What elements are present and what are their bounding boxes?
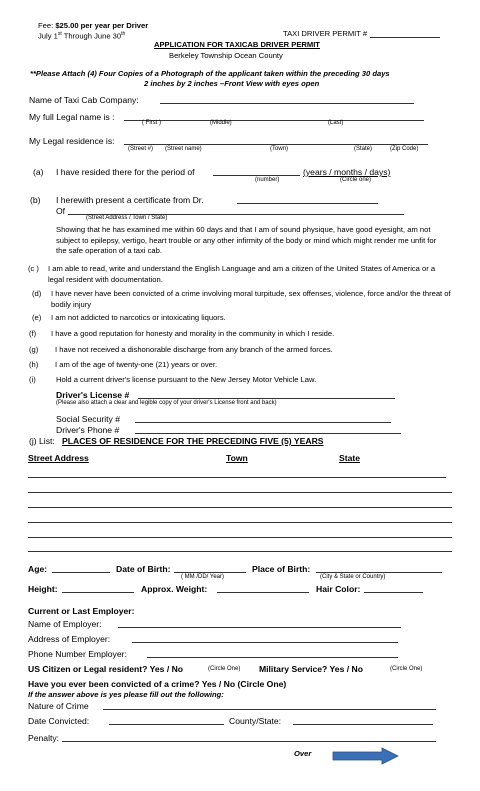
- col-town: Town: [226, 453, 248, 463]
- name-first-hint: ( First ): [142, 120, 161, 126]
- license-label: Driver's License #: [56, 390, 130, 400]
- penalty-field[interactable]: [62, 741, 436, 742]
- weight-label: Approx. Weight:: [141, 584, 208, 594]
- date-convicted-label: Date Convicted:: [28, 716, 90, 726]
- item-a-number-hint: (number): [255, 177, 280, 183]
- penalty-label: Penalty:: [28, 733, 60, 743]
- company-label: Name of Taxi Cab Company:: [29, 95, 139, 105]
- crime-note: If the answer above is yes please fill out the following:: [28, 690, 224, 699]
- residence-row-2[interactable]: [28, 492, 452, 493]
- item-h-text: I am of the age of twenty-one (21) years or over.: [55, 360, 218, 369]
- ssn-label: Social Security #: [56, 414, 121, 424]
- item-a-text: I have resided there for the period of: [56, 167, 195, 177]
- item-f-text: I have a good reputation for honesty and morality in the community in which I reside.: [51, 329, 335, 338]
- permit-number-field[interactable]: [370, 37, 440, 38]
- name-last-hint: (Last): [328, 120, 344, 126]
- col-street-address: Street Address: [28, 453, 89, 463]
- age-label: Age:: [28, 564, 48, 574]
- county-state-field[interactable]: [293, 724, 433, 725]
- age-field[interactable]: [52, 572, 110, 573]
- pob-label: Place of Birth:: [252, 564, 311, 574]
- hair-label: Hair Color:: [316, 584, 361, 594]
- fee-label: Fee:: [38, 21, 54, 30]
- permit-number-label: TAXI DRIVER PERMIT #: [283, 29, 368, 38]
- item-f-letter: (f): [29, 329, 37, 338]
- citizen-question[interactable]: US Citizen or Legal resident? Yes / No: [28, 664, 184, 674]
- employer-phone-label: Phone Number Employer:: [28, 649, 127, 659]
- fee-line: [38, 21, 148, 30]
- county-state-label: County/State:: [229, 716, 282, 726]
- item-h-letter: (h): [29, 360, 39, 369]
- item-b-letter: (b): [30, 195, 41, 205]
- item-c-text: I am able to read, write and understand the English Language and am a citizen of the United States of America or a legal resident with documentation.: [48, 264, 436, 284]
- photo-note-1: **Please Attach (4) Four Copies of a Photograph of the applicant taken within the preceding 30 days: [30, 69, 390, 78]
- license-field[interactable]: [138, 398, 395, 399]
- employer-name-field[interactable]: [118, 627, 401, 628]
- date-convicted-field[interactable]: [109, 724, 224, 725]
- dob-hint: ( MM /DD/ Year): [181, 574, 225, 580]
- name-middle-hint: (Middle): [210, 120, 232, 126]
- item-e-text: I am not addicted to narcotics or intoxicating liquors.: [51, 313, 226, 322]
- dob-field[interactable]: [174, 572, 246, 573]
- hair-field[interactable]: [364, 592, 423, 593]
- company-field[interactable]: [160, 103, 414, 104]
- pob-hint: (City & State or Country): [320, 574, 386, 580]
- doctor-name-field[interactable]: [237, 203, 378, 204]
- employer-address-field[interactable]: [132, 642, 398, 643]
- citizen-circle-hint: (Circle One): [208, 666, 241, 672]
- legal-name-label: My full Legal name is :: [29, 112, 115, 122]
- residence-list-label: (j) List:: [29, 436, 55, 446]
- residence-list-heading: PLACES OF RESIDENCE FOR THE PRECEDING FIVE (5) YEARS: [62, 436, 324, 446]
- item-a-units[interactable]: (years / months / days): [303, 167, 391, 177]
- photo-note-2: 2 inches by 2 inches –Front View with eyes open: [144, 79, 320, 88]
- employer-phone-field[interactable]: [147, 657, 398, 658]
- item-e-letter: (e): [32, 313, 42, 322]
- residence-field[interactable]: [124, 144, 428, 145]
- residence-label: My Legal residence is:: [29, 136, 115, 146]
- item-d-letter: (d): [32, 289, 42, 298]
- item-g-letter: (g): [29, 345, 39, 354]
- item-b-body: Showing that he has examined me within 60 days and that I am of sound physique, have good eyesight, am not subject to epilepsy, vertigo, heart trouble or any other infirmity of the body or mind which might render me unfit for the safe operation of a taxi cab.: [56, 225, 437, 255]
- residence-period-field[interactable]: [213, 175, 300, 176]
- form-title: APPLICATION FOR TAXICAB DRIVER PERMIT: [154, 40, 320, 49]
- doctor-address-hint: (Street Address / Town / State): [86, 215, 168, 221]
- residence-row-3[interactable]: [28, 507, 452, 508]
- arrow-right-icon: [332, 747, 400, 765]
- item-a-circle-hint: (Circle one): [340, 177, 372, 183]
- employer-name-label: Name of Employer:: [28, 619, 102, 629]
- dob-label: Date of Birth:: [116, 564, 171, 574]
- nature-of-crime-field[interactable]: [103, 709, 436, 710]
- driver-phone-field[interactable]: [135, 433, 401, 434]
- crime-question[interactable]: Have you ever been convicted of a crime? Yes / No (Circle One): [28, 679, 287, 689]
- form-subtitle: Berkeley Township Ocean County: [169, 51, 283, 60]
- res-zip-hint: (Zip Code): [390, 146, 419, 152]
- item-a-letter: (a): [33, 167, 44, 177]
- employer-heading: Current or Last Employer:: [28, 606, 135, 616]
- license-hint: (Please also attach a clear and legible copy of your driver's License front and back): [56, 400, 277, 406]
- employer-address-label: Address of Employer:: [28, 634, 111, 644]
- military-circle-hint: (Circle One): [390, 666, 423, 672]
- driver-phone-label: Driver's Phone #: [56, 425, 120, 435]
- residence-row-4[interactable]: [28, 522, 452, 523]
- nature-of-crime-label: Nature of Crime: [28, 701, 89, 711]
- weight-field[interactable]: [217, 592, 309, 593]
- item-i-text: Hold a current driver's license pursuant to the New Jersey Motor Vehicle Law.: [56, 375, 317, 384]
- over-label: Over: [294, 749, 312, 758]
- ssn-field[interactable]: [135, 422, 391, 423]
- item-d-text: I have never have been convicted of a crime involving moral turpitude, sex offenses, violence, force and/or the threat of bodily injury: [51, 289, 451, 309]
- legal-name-field[interactable]: [124, 120, 424, 121]
- height-field[interactable]: [62, 592, 134, 593]
- height-label: Height:: [28, 584, 58, 594]
- item-g-text: I have not received a dishonorable discharge from any branch of the armed forces.: [55, 345, 333, 354]
- res-state-hint: (State): [354, 146, 373, 152]
- pob-field[interactable]: [316, 572, 442, 573]
- item-b-of: Of: [56, 206, 66, 216]
- residence-row-1[interactable]: [28, 477, 446, 478]
- military-question[interactable]: Military Service? Yes / No: [259, 664, 363, 674]
- item-b-text: I herewith present a certificate from Dr.: [56, 195, 204, 205]
- fee-amount: $25.00 per year per Driver: [55, 21, 149, 30]
- residence-row-6[interactable]: [28, 551, 452, 552]
- res-town-hint: (Town): [270, 146, 289, 152]
- col-state: State: [339, 453, 361, 463]
- item-c-letter: (c ): [28, 264, 39, 273]
- fee-period: July 1st Through June 30th: [38, 31, 126, 41]
- item-i-letter: (i): [29, 375, 36, 384]
- res-street-name-hint: (Street name): [165, 146, 202, 152]
- res-street-no-hint: (Street #): [128, 146, 154, 152]
- residence-row-5[interactable]: [28, 537, 452, 538]
